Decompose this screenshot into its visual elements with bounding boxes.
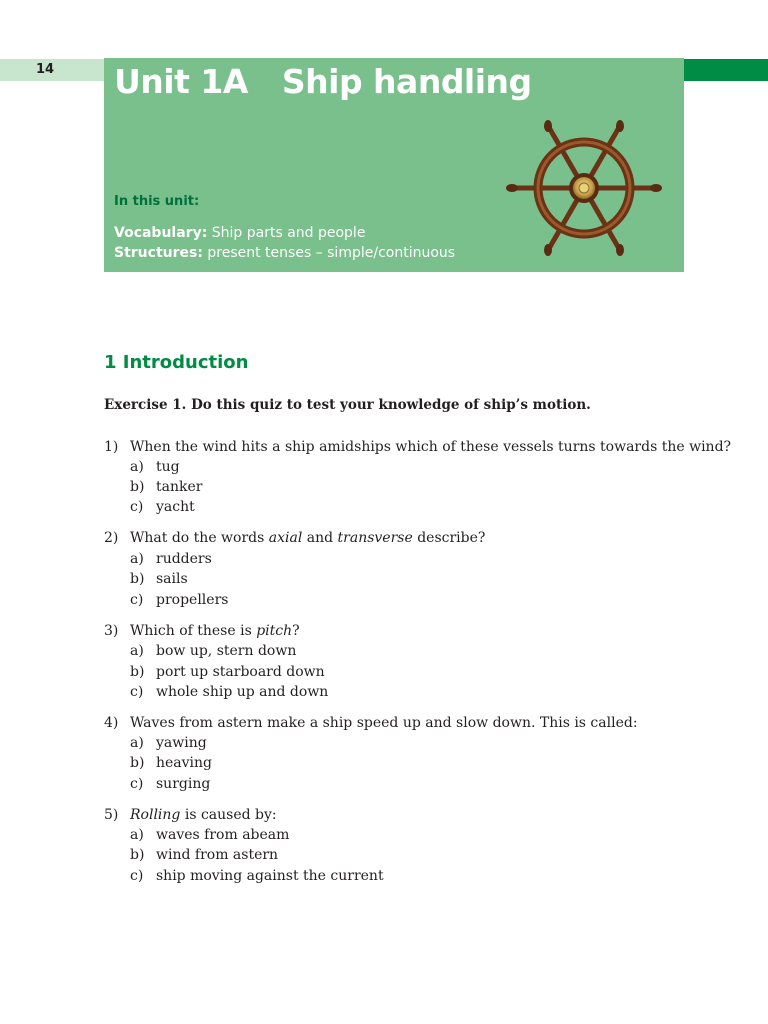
unit-label: Unit 1A (114, 62, 248, 101)
option (130, 551, 212, 567)
question-text: and (302, 530, 338, 546)
option (130, 664, 325, 680)
question-number: 4) (104, 715, 119, 731)
option (130, 868, 384, 884)
exercise-instruction: Exercise 1. Do this quiz to test your knowledge of ship’s motion. (104, 397, 591, 413)
option-text: tanker (156, 479, 203, 495)
structures-line (114, 245, 455, 261)
option (130, 499, 195, 515)
unit-title (114, 62, 532, 101)
option-letter: b) (130, 571, 145, 587)
question-number: 1) (104, 439, 119, 455)
option (130, 684, 328, 700)
header-accent-bar (684, 59, 768, 81)
option (130, 571, 188, 587)
structures-text: present tenses – simple/continuous (207, 245, 456, 261)
option (130, 827, 289, 843)
in-this-unit-label: In this unit: (114, 194, 200, 209)
question-1 (104, 439, 731, 455)
option-letter: c) (130, 684, 144, 700)
option-letter: a) (130, 827, 144, 843)
question-number: 2) (104, 530, 119, 546)
question-text: Which of these is (130, 623, 257, 639)
option-text: whole ship up and down (156, 684, 329, 700)
question-term: pitch (256, 623, 293, 639)
option-letter: c) (130, 868, 144, 884)
option-letter: b) (130, 479, 145, 495)
option-text: rudders (156, 551, 212, 567)
vocabulary-label: Vocabulary: (114, 225, 208, 241)
question-number: 3) (104, 623, 119, 639)
question-2 (104, 530, 485, 546)
option-text: bow up, stern down (156, 643, 297, 659)
vocabulary-line (114, 225, 365, 241)
option-letter: c) (130, 592, 144, 608)
option (130, 847, 278, 863)
question-text: ? (292, 623, 300, 639)
option-letter: b) (130, 664, 145, 680)
question-term: transverse (337, 530, 413, 546)
option (130, 776, 210, 792)
option-letter: b) (130, 847, 145, 863)
option-text: sails (156, 571, 188, 587)
question-4 (104, 715, 638, 731)
option (130, 592, 228, 608)
option-text: propellers (156, 592, 229, 608)
option-text: heaving (156, 755, 213, 771)
option-letter: b) (130, 755, 145, 771)
option-letter: c) (130, 776, 144, 792)
question-number: 5) (104, 807, 119, 823)
question-text: is caused by: (180, 807, 277, 823)
question-text: What do the words (130, 530, 269, 546)
option (130, 755, 212, 771)
option-letter: a) (130, 643, 144, 659)
page-number: 14 (36, 62, 55, 77)
question-text: When the wind hits a ship amidships which of these vessels turns towards the wind? (130, 439, 732, 455)
option (130, 735, 207, 751)
option-letter: a) (130, 551, 144, 567)
option-letter: c) (130, 499, 144, 515)
structures-label: Structures: (114, 245, 203, 261)
option-text: yawing (156, 735, 207, 751)
vocabulary-text: Ship parts and people (211, 225, 366, 241)
option-text: tug (156, 459, 180, 475)
option-text: wind from astern (156, 847, 279, 863)
question-5 (104, 807, 277, 823)
option-text: port up starboard down (156, 664, 325, 680)
ships-wheel-icon (506, 118, 662, 258)
option-letter: a) (130, 735, 144, 751)
option-text: waves from abeam (156, 827, 290, 843)
option (130, 643, 296, 659)
option-text: yacht (156, 499, 195, 515)
option (130, 479, 202, 495)
option-text: ship moving against the current (156, 868, 384, 884)
question-3 (104, 623, 300, 639)
option-text: surging (156, 776, 211, 792)
option-letter: a) (130, 459, 144, 475)
question-term: Rolling (130, 807, 181, 823)
question-text: describe? (412, 530, 486, 546)
question-term: axial (268, 530, 303, 546)
question-text: Waves from astern make a ship speed up and slow down. This is called: (130, 715, 638, 731)
unit-name: Ship handling (281, 62, 532, 101)
section-title: 1 Introduction (104, 352, 249, 373)
option (130, 459, 180, 475)
